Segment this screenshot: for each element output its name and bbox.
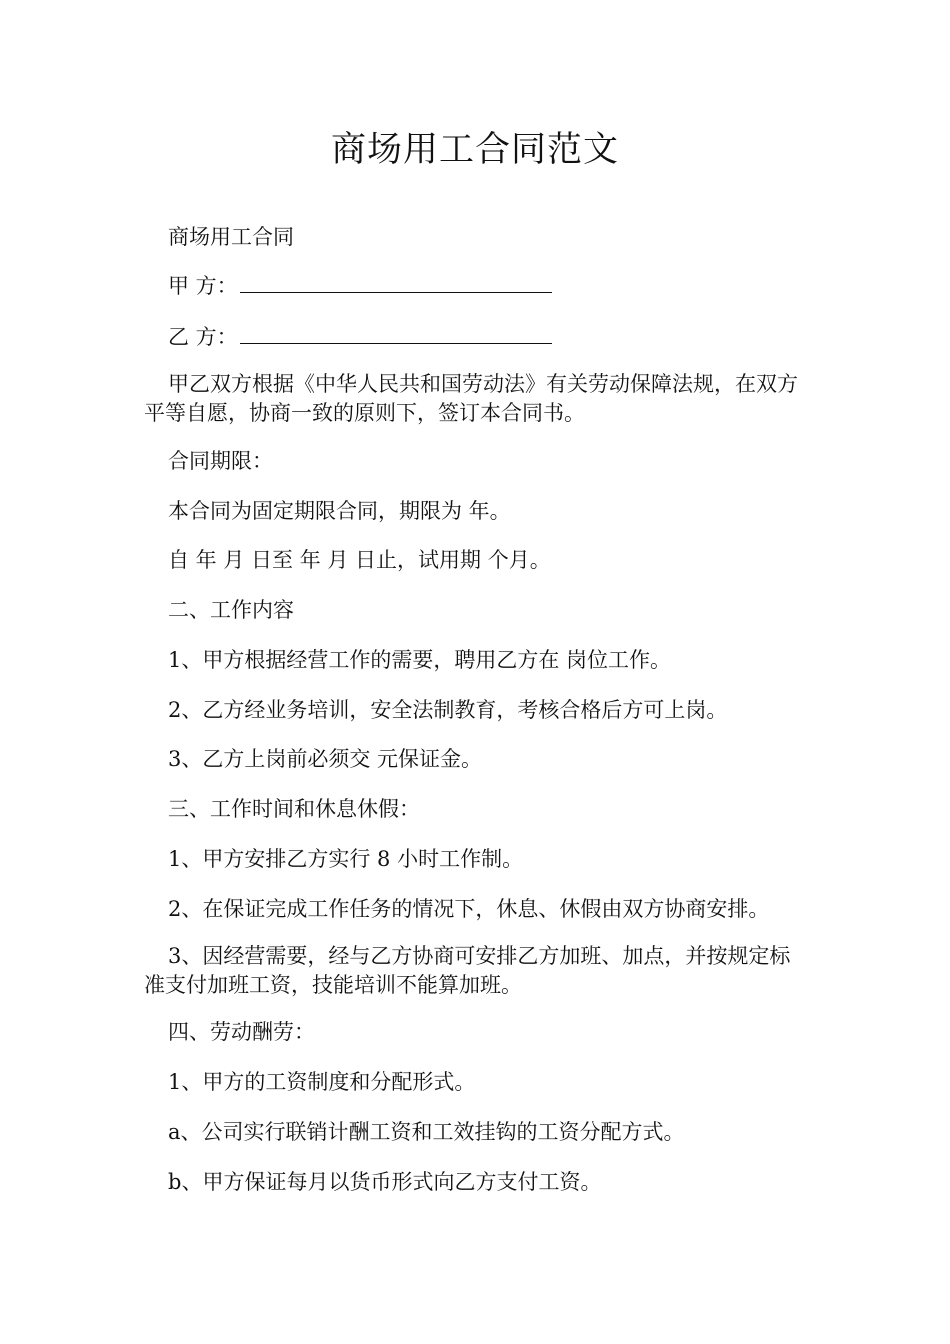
party-a-line xyxy=(168,271,838,301)
term-line-2: 自 年 月 日至 年 月 日止，试用期 个月。 xyxy=(168,548,551,572)
party-a-blank xyxy=(240,272,552,293)
term-heading: 合同期限： xyxy=(168,449,273,473)
document-title: 商场用工合同范文 xyxy=(330,130,619,170)
section-2-item-3: 3、乙方上岗前必须交 元保证金。 xyxy=(168,747,483,771)
party-a-label: 甲 方： xyxy=(168,274,238,298)
intro-paragraph: 甲乙双方根据《中华人民共和国劳动法》有关劳动保障法规，在双方平等自愿，协商一致的原则下，签订本合同书。 xyxy=(144,372,798,425)
section-2-item-2: 2、乙方经业务培训，安全法制教育，考核合格后方可上岗。 xyxy=(168,698,728,722)
section-3-item-3: 3、因经营需要，经与乙方协商可安排乙方加班、加点，并按规定标准支付加班工资，技能培训不能算加班。 xyxy=(144,944,791,997)
section-3-item-2: 2、在保证完成工作任务的情况下，休息、休假由双方协商安排。 xyxy=(168,897,770,921)
section-4-heading: 四、劳动酬劳： xyxy=(168,1020,315,1044)
party-b-label: 乙 方： xyxy=(168,325,238,349)
contract-heading: 商场用工合同 xyxy=(168,225,294,249)
section-3-item-1: 1、甲方安排乙方实行 8 小时工作制。 xyxy=(168,847,524,871)
section-4-item-b: b、甲方保证每月以货币形式向乙方支付工资。 xyxy=(168,1170,602,1194)
section-2-heading: 二、工作内容 xyxy=(168,598,294,622)
party-b-line xyxy=(168,322,838,352)
section-4-item-1: 1、甲方的工资制度和分配形式。 xyxy=(168,1070,476,1094)
section-2-item-1: 1、甲方根据经营工作的需要，聘用乙方在 岗位工作。 xyxy=(168,648,672,672)
term-line-1: 本合同为固定期限合同，期限为 年。 xyxy=(168,499,511,523)
party-b-blank xyxy=(240,323,552,344)
section-3-heading: 三、工作时间和休息休假： xyxy=(168,797,420,821)
section-4-item-a: a、公司实行联销计酬工资和工效挂钩的工资分配方式。 xyxy=(168,1120,685,1144)
